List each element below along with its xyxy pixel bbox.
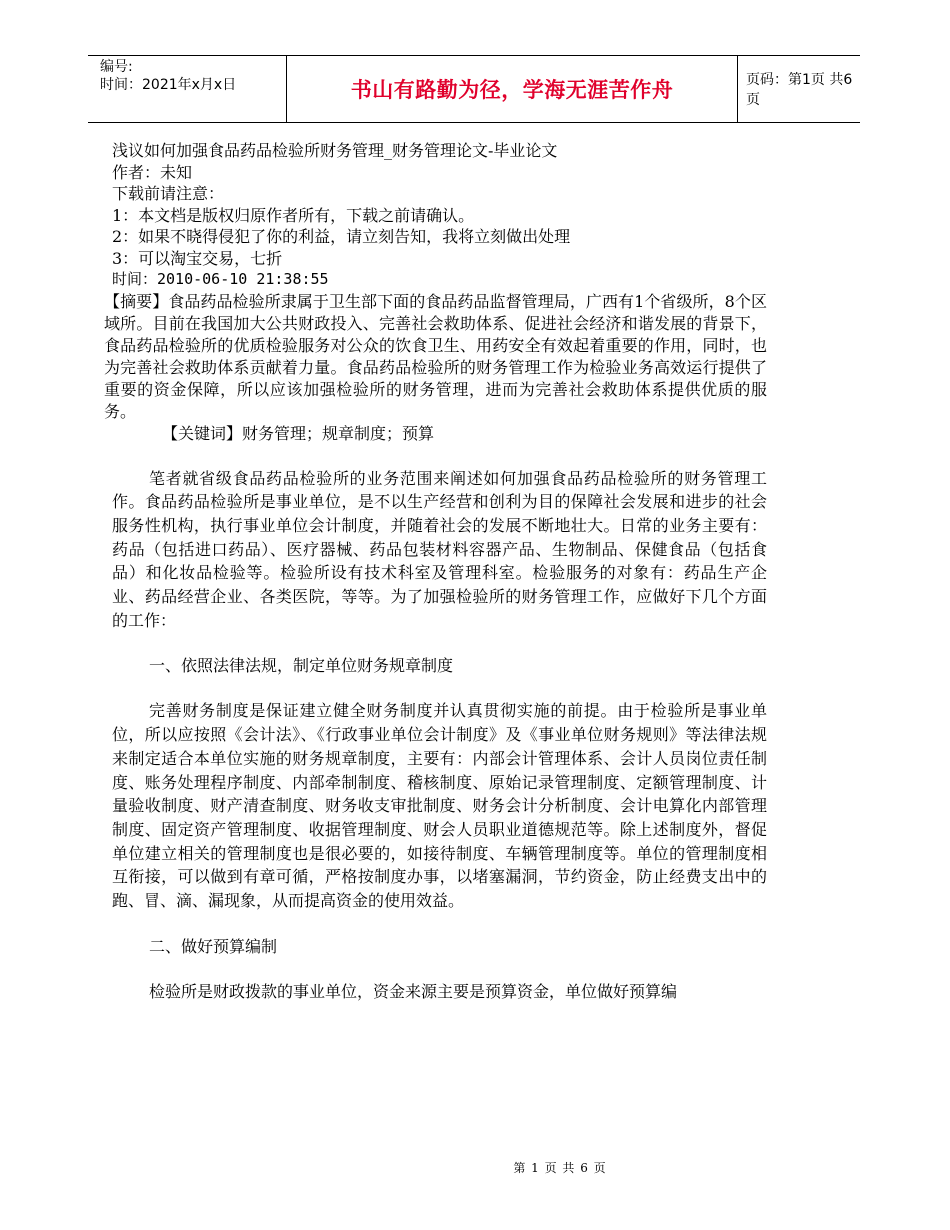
- header-page-cell: [738, 56, 860, 122]
- download-notice: 下载前请注意：: [112, 184, 225, 203]
- header-page-info: 页码：第1页 共6页: [746, 72, 853, 108]
- section-1-paragraph: 完善财务制度是保证建立健全财务制度并认真贯彻实施的前提。由于检验所是事业单位，所以应按照《会计法》、《行政事业单位会计制度》及《事业单位财务规则》等法律法规来制定适合本单位实施的财务规章制度，主要有：内部会计管理体系、会计人员岗位责任制度、账务处理程序制度、内部牵制制度、稽核制度、原始记录管理制度、定额管理制度、计量验收制度、财产清查制度、财务收支审批制度、财务会计分析制度、会计电算化内部管理制度、固定资产管理制度、收据管理制度、财会人员职业道德规范等。除上述制度外，督促单位建立相关的管理制度也是很必要的，如接待制度、车辆管理制度等。单位的管理制度相互衔接，可以做到有章可循，严格按制度办事，以堵塞漏洞，节约资金，防止经费支出中的跑、冒、滴、漏现象，从而提高资金的使用效益。: [112, 701, 767, 911]
- document-time-label: 时间：2021年x月x日: [100, 77, 237, 93]
- header-motto: 书山有路勤为径，学海无涯苦作舟: [350, 78, 674, 102]
- document-author: 作者：未知: [112, 162, 193, 182]
- document-body: [104, 140, 767, 1003]
- document-number-label: 编号:: [100, 59, 133, 75]
- abstract-paragraph: 【摘要】食品药品检验所隶属于卫生部下面的食品药品监督管理局，广西有1个省级所，8个区域所。目前在我国加大公共财政投入、完善社会救助体系、促进社会经济和谐发展的背景下，食品药品检验所的优质检验服务对公众的饮食卫生、用药安全有效起着重要的作用，同时，也为完善社会救助体系贡献着力量。食品药品检验所的财务管理工作为检验业务高效运行提供了重要的资金保障，所以应该加强检验所的财务管理，进而为完善社会救助体系提供优质的服务。: [104, 291, 767, 421]
- header-left-cell: [88, 56, 286, 122]
- notice-item-2: 2：如果不晓得侵犯了你的利益，请立刻告知，我将立刻做出处理: [112, 227, 571, 246]
- notice-item-1: 1：本文档是版权归原作者所有，下载之前请确认。: [112, 205, 475, 225]
- header-motto-cell: [286, 56, 738, 122]
- page-header: [88, 55, 860, 123]
- section-2-paragraph: 检验所是财政拨款的事业单位，资金来源主要是预算资金，单位做好预算编: [149, 981, 678, 1001]
- keywords-line: 【关键词】财务管理；规章制度；预算: [162, 423, 435, 443]
- section-2-heading: 二、做好预算编制: [149, 936, 278, 956]
- section-1-heading: 一、依照法律法规，制定单位财务规章制度: [149, 656, 454, 676]
- document-time: 时间：2010-06-10 21:38:55: [112, 270, 329, 288]
- document-title: 浅议如何加强食品药品检验所财务管理_财务管理论文-毕业论文: [112, 141, 558, 160]
- page-footer: 第 1 页 共 6 页: [513, 1161, 607, 1175]
- notice-item-3: 3：可以淘宝交易，七折: [112, 248, 283, 268]
- intro-paragraph: 笔者就省级食品药品检验所的业务范围来阐述如何加强食品药品检验所的财务管理工作。食品药品检验所是事业单位，是不以生产经营和创利为目的保障社会发展和进步的社会服务性机构，执行事业单位会计制度，并随着社会的发展不断地壮大。日常的业务主要有：药品（包括进口药品）、医疗器械、药品包装材料容器产品、生物制品、保健食品（包括食品）和化妆品检验等。检验所设有技术科室及管理科室。检验服务的对象有：药品生产企业、药品经营企业、各类医院，等等。为了加强检验所的财务管理工作，应做好下几个方面的工作：: [112, 468, 767, 630]
